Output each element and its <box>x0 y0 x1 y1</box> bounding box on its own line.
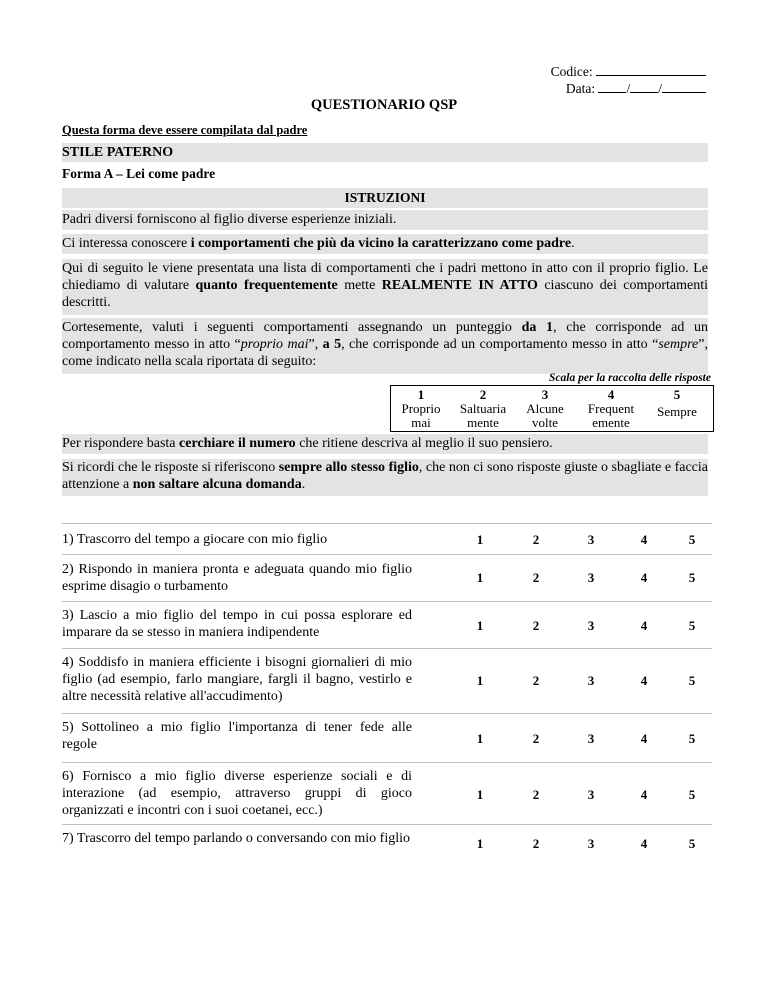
text-run: . <box>571 236 575 251</box>
question-text: 1) Trascorro del tempo a giocare con mio figlio <box>62 532 328 547</box>
forma-suffix: – Lei come padre <box>112 166 216 181</box>
option-3[interactable]: 3 <box>587 618 595 633</box>
question-row-6 <box>62 762 712 825</box>
option-1[interactable]: 1 <box>476 532 484 547</box>
text-run: ”, come indicato nella scala riportata di seguito: <box>62 337 708 369</box>
text-run: , che non ci sono risposte giuste o sbagliate e faccia attenzione a <box>62 460 708 492</box>
question-row-5 <box>62 713 712 763</box>
text-run: , che corrisponde ad un comportamento messo in atto “ <box>62 320 708 352</box>
option-2[interactable]: 2 <box>532 731 540 746</box>
instruction-paragraph-4 <box>62 318 708 374</box>
scale-item-5 <box>647 388 707 419</box>
option-2[interactable]: 2 <box>532 836 540 851</box>
question-text: 6) Fornisco a mio figlio diverse esperienze sociali e di interazione (ad esempio, attraverso gruppi di gioco organizzati e incontri con i suoi coetanei, ecc.) <box>62 769 412 818</box>
option-4[interactable]: 4 <box>640 787 648 802</box>
instruction-paragraph-5 <box>62 434 708 454</box>
header-codes <box>551 63 706 97</box>
text-run: ”, <box>308 337 323 352</box>
scale-label-line1: Saltuaria <box>459 401 507 416</box>
codice-label: Codice: <box>550 64 593 79</box>
option-4[interactable]: 4 <box>640 673 648 688</box>
scale-number: 1 <box>417 387 425 402</box>
text-run: Cortesemente, valuti i seguenti comportamenti assegnando un punteggio <box>62 320 522 335</box>
scale-label-line1: Frequent <box>587 401 635 416</box>
text-run: Si ricordi che le risposte si riferiscono <box>62 460 279 475</box>
option-3[interactable]: 3 <box>587 787 595 802</box>
text-run-bold: sempre allo stesso figlio <box>278 460 419 475</box>
option-5[interactable]: 5 <box>688 673 696 688</box>
instructions-heading: ISTRUZIONI <box>62 188 708 208</box>
codice-field[interactable] <box>596 63 706 76</box>
question-text: 4) Soddisfo in maniera efficiente i bisogni giornalieri di mio figlio (ad esempio, farlo mangiare, fargli il bagno, vestirlo e altre necessità relative all'accudimento) <box>62 655 412 704</box>
option-1[interactable]: 1 <box>476 787 484 802</box>
option-4[interactable]: 4 <box>640 731 648 746</box>
option-2[interactable]: 2 <box>532 570 540 585</box>
instruction-paragraph-6 <box>62 459 708 496</box>
option-1[interactable]: 1 <box>476 673 484 688</box>
question-row-1 <box>62 523 712 555</box>
text-run: che ritiene descriva al meglio il suo pensiero. <box>295 436 553 451</box>
date-separator: / <box>626 81 631 96</box>
question-row-4 <box>62 648 712 714</box>
scale-item-2 <box>453 388 513 430</box>
text-run: Qui di seguito le viene presentata una lista di comportamenti che i padri mettono in atto con il proprio figlio. Le chiediamo di valutare <box>62 261 708 293</box>
scale-label-line2: volte <box>532 415 558 430</box>
forma-prefix: Forma A <box>62 166 113 181</box>
option-1[interactable]: 1 <box>476 570 484 585</box>
scale-label-line1: Proprio <box>401 401 441 416</box>
option-5[interactable]: 5 <box>688 787 696 802</box>
scale-number: 2 <box>479 387 487 402</box>
text-run-bold: quanto frequentemente <box>195 278 338 293</box>
data-label: Data: <box>565 81 596 96</box>
text-run-italic: sempre <box>658 337 699 352</box>
codice-line <box>551 63 706 80</box>
option-4[interactable]: 4 <box>640 836 648 851</box>
text-run-bold: REALMENTE IN ATTO <box>381 278 538 293</box>
date-separator: / <box>658 81 662 96</box>
scale-caption: Scala per la raccolta delle risposte <box>549 372 711 384</box>
option-5[interactable]: 5 <box>688 731 696 746</box>
text-run-bold: cerchiare il numero <box>179 436 296 451</box>
question-text: 7) Trascorro del tempo parlando o conversando con mio figlio <box>62 831 410 846</box>
scale-label-line1: Alcune <box>526 401 564 416</box>
text-run-italic: proprio mai <box>240 337 309 352</box>
instruction-paragraph-2 <box>62 234 708 254</box>
instruction-paragraph-1: Padri diversi forniscono al figlio diverse esperienze iniziali. <box>62 210 708 230</box>
data-year-field[interactable] <box>662 80 706 93</box>
scale-number: 5 <box>673 387 681 402</box>
scale-item-1 <box>391 388 451 430</box>
scale-label-line2: mai <box>411 415 431 430</box>
text-run-bold: da 1 <box>521 320 554 335</box>
scale-item-3 <box>515 388 575 430</box>
text-run-bold: a 5 <box>322 337 342 352</box>
filled-by-note: Questa forma deve essere compilata dal padre <box>62 123 308 137</box>
text-run: mette <box>337 278 382 293</box>
option-2[interactable]: 2 <box>532 787 540 802</box>
option-5[interactable]: 5 <box>688 618 696 633</box>
scale-item-4 <box>581 388 641 430</box>
option-4[interactable]: 4 <box>640 532 648 547</box>
scale-label-line1: Sempre <box>657 404 697 419</box>
option-2[interactable]: 2 <box>532 673 540 688</box>
question-row-2 <box>62 554 712 602</box>
data-month-field[interactable] <box>630 80 658 93</box>
text-run: Per rispondere basta <box>62 436 180 451</box>
text-run: , che corrisponde ad un comportamento messo in atto “ <box>341 337 659 352</box>
scale-number: 4 <box>607 387 615 402</box>
page-title: QUESTIONARIO QSP <box>310 97 458 113</box>
option-5[interactable]: 5 <box>688 532 696 547</box>
option-3[interactable]: 3 <box>587 731 595 746</box>
data-line <box>551 80 706 97</box>
option-2[interactable]: 2 <box>532 532 540 547</box>
text-run: ciascuno dei comportamenti descritti. <box>62 278 708 310</box>
text-run: . <box>301 477 306 492</box>
data-day-field[interactable] <box>598 80 626 93</box>
question-row-3 <box>62 601 712 649</box>
option-4[interactable]: 4 <box>640 618 648 633</box>
question-text: 3) Lascio a mio figlio del tempo in cui possa esplorare ed imparare da se stesso in maniera indipendente <box>62 608 412 640</box>
option-5[interactable]: 5 <box>688 570 696 585</box>
option-4[interactable]: 4 <box>640 570 648 585</box>
question-text: 2) Rispondo in maniera pronta e adeguata quando mio figlio esprime disagio o turbamento <box>62 562 412 594</box>
text-run-bold: non saltare alcuna domanda <box>132 477 302 492</box>
option-5[interactable]: 5 <box>688 836 696 851</box>
option-3[interactable]: 3 <box>587 836 595 851</box>
scale-number: 3 <box>541 387 549 402</box>
text-run-bold: i comportamenti che più da vicino la caratterizzano come padre <box>190 236 572 251</box>
option-1[interactable]: 1 <box>476 618 484 633</box>
option-1[interactable]: 1 <box>476 731 484 746</box>
question-text: 5) Sottolineo a mio figlio l'importanza di tener fede alle regole <box>62 720 412 752</box>
response-scale-box <box>390 385 714 432</box>
instruction-paragraph-3 <box>62 259 708 315</box>
scale-label-line2: emente <box>592 415 630 430</box>
option-2[interactable]: 2 <box>532 618 540 633</box>
option-1[interactable]: 1 <box>476 836 484 851</box>
forma-label <box>62 166 215 182</box>
option-3[interactable]: 3 <box>587 532 595 547</box>
section-title: STILE PATERNO <box>62 143 708 162</box>
question-row-7 <box>62 824 712 871</box>
scale-label-line2: mente <box>467 415 499 430</box>
option-3[interactable]: 3 <box>587 673 595 688</box>
option-3[interactable]: 3 <box>587 570 595 585</box>
text-run: Ci interessa conoscere <box>62 236 191 251</box>
